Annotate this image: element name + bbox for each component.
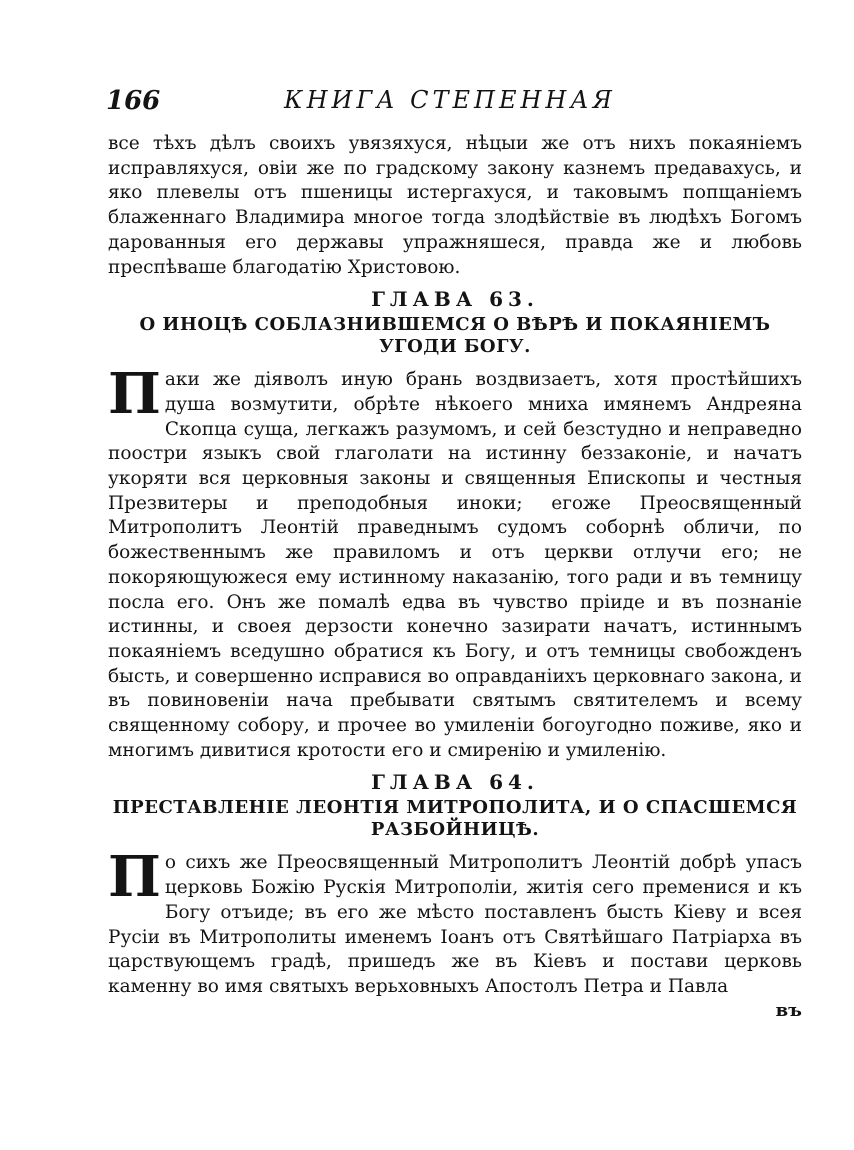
chapter-64-title: ПРЕСТАВЛЕНІЕ ЛЕОНТІЯ МИТРОПОЛИТА, И О СПАСШЕМСЯ РАЗБОЙНИЦѢ. bbox=[112, 797, 798, 841]
running-title: КНИГА СТЕПЕННАЯ bbox=[284, 86, 616, 114]
chapter-63-text: аки же діяволъ иную брань воздвизаетъ, хотя простѣйшихъ душа возмутити, обрѣте нѣкоего мниха имянемъ Андреяна Скопца суща, легкажъ разумомъ, и сей безстудно и неправедно поостри языкъ свой глаголати на истинну беззаконіе, и начатъ укоряти вся церковныя законы и священныя Епископы и честныя Презвитеры и преподобныя иноки; егоже Преосвященный Митрополитъ Леонтій праведнымъ судомъ соборнѣ обличи, по божественнымъ же правиломъ и отъ церкви отлучи его; не покоряющуюжеся ему истинному наказанію, того ради и въ темницу посла его. Онъ же помалѣ едва въ чувство пріиде и въ познаніе истинны, и своея дерзости конечно зазирати начатъ, истиннымъ покаяніемъ вседушно обратися къ Богу, и отъ темницы свобожденъ бысть, и совершенно исправися во оправданіихъ церковнаго закона, и въ повиновеніи нача пребывати святымъ святителемъ и всему священному собору, и прочее во умиленіи богоугодно поживе, яко и многимъ дивитися кротости его и смиренію и умиленію. bbox=[108, 369, 803, 761]
page-number: 166 bbox=[106, 86, 161, 116]
chapter-64-text: о сихъ же Преосвященный Митрополитъ Леонтій добрѣ упасъ церковь Божію Рускія Митрополіи, житія сего пременися и къ Богу отъиде; въ его же мѣсто поставленъ бысть Кіеву и всея Русіи въ Митрополиты именемъ Іоанъ отъ Святѣйшаго Патріарха въ царствующемъ градѣ, пришедъ же въ Кіевъ и постави церковь каменну во имя святыхъ верьховныхъ Апостолъ Петра и Павла bbox=[108, 852, 802, 997]
chapter-64-dropcap: П bbox=[108, 844, 161, 911]
page-body bbox=[108, 132, 802, 1022]
chapter-63-dropcap: П bbox=[108, 361, 161, 428]
page-header bbox=[104, 86, 804, 120]
chapter-63-title: О ИНОЦѢ СОБЛАЗНИВШЕМСЯ О ВѢРѢ И ПОКАЯНІЕМЪ УГОДИ БОГУ. bbox=[139, 314, 771, 358]
chapter-63-label: ГЛАВА 63. bbox=[371, 287, 539, 312]
continuation-paragraph: все тѣхъ дѣлъ своихъ увязяхуся, нѣцыи же отъ нихъ покаяніемъ исправляхуся, овіи же по градскому закону казнемъ предавахусь, и яко плевелы отъ пшеницы истергахуся, и таковымъ попщаніемъ блаженнаго Владимира многое тогда злодѣйствіе въ людѣхъ Богомъ дарованныя его державы упражняшеся, правда же и любовь преспѣваше благодатію Христовою. bbox=[108, 133, 802, 278]
catchword: въ bbox=[775, 999, 802, 1021]
chapter-64-label: ГЛАВА 64. bbox=[371, 770, 539, 795]
chapter-63-paragraph bbox=[108, 361, 803, 763]
chapter-64-paragraph bbox=[108, 844, 802, 999]
